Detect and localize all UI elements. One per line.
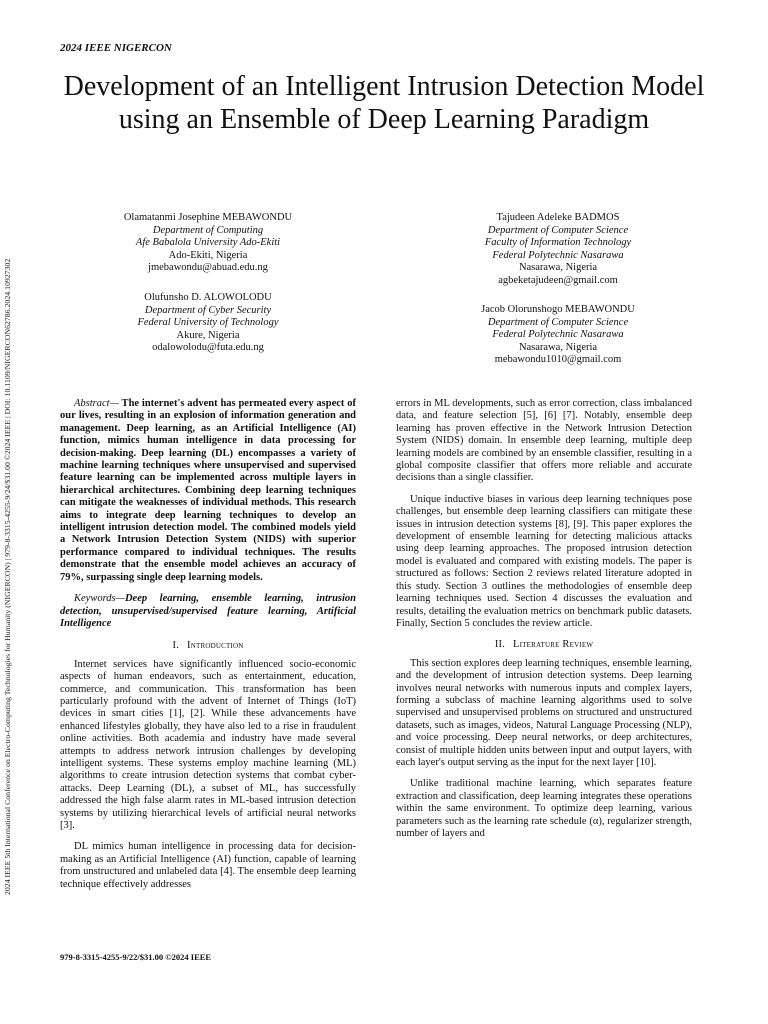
author-dept: Department of Computer Science [487, 224, 629, 236]
author-dept: Department of Computer Science [487, 316, 629, 328]
paper-title: Development of an Intelligent Intrusion Detection Model using an Ensemble of Deep Learning Paradigm [63, 71, 705, 135]
author-name: Tajudeen Adeleke BADMOS [496, 212, 620, 223]
paragraph: DL mimics human intelligence in processing data for decision-making as an Artificial Intelligence (AI) function, capable of learning from unstructured and unlabeled data [4]. The ensemble deep learning technique effectively addresses [60, 841, 356, 890]
abstract-lead: Abstract— [74, 398, 119, 409]
author-loc: Akure, Nigeria [176, 329, 240, 341]
author-dept: Department of Cyber Security [144, 304, 272, 316]
author-dept: Department of Computing [152, 224, 264, 236]
author-email: agbeketajudeen@gmail.com [498, 274, 618, 286]
author-loc: Ado-Ekiti, Nigeria [168, 249, 248, 261]
keywords-lead: Keywords— [74, 593, 125, 605]
paragraph: Unique inductive biases in various deep learning techniques pose challenges, but ensemble deep learning classifiers can mitigate these issues in intrusion detection systems [8], [9]. This paper explores the development of ensemble learning for detecting malicious attacks using deep learning approaches. The proposed intrusion detection model is evaluated and compared with existing models. The paper is structured as follows: Section 2 reviews related literature adopted in this study. Section 3 outlines the methodologies of ensemble deep learning techniques used. Section 4 discusses the evaluation and results, detailing the evaluation metrics on benchmark public datasets. Finally, Section 5 concludes the review article. [396, 493, 692, 629]
author-block-2 [438, 212, 678, 287]
author-inst: Federal University of Technology [137, 317, 279, 328]
author-block-3 [88, 292, 328, 355]
section-heading-literature-review [396, 639, 692, 651]
section-title: Literature Review [513, 639, 594, 651]
author-block-4 [438, 304, 678, 367]
footer-copyright: 979-8-3315-4255-9/22/$31.00 ©2024 IEEE [60, 952, 212, 962]
section-number: II. [494, 639, 506, 651]
abstract [60, 398, 356, 584]
keywords [60, 593, 356, 630]
author-loc: Nasarawa, Nigeria [518, 341, 598, 353]
author-name: Olamatanmi Josephine MEBAWONDU [123, 212, 293, 223]
side-doi-note: 2024 IEEE 5th International Conference on Electro-Computing Technologies for Humanity (NIGERCON) | 979-8-3315-4255-9/24/$31.00 ©2024 IEEE | DOI: 10.1109/NIGERCON62786.2024.10927302 [3, 258, 12, 895]
paragraph: errors in ML developments, such as error correction, class imbalanced data, and feature selection [5], [6] [7]. Notably, ensemble deep learning has proven effective in the Network Intrusion Detection System (NIDS) domain. In ensemble deep learning, multiple deep learning models are combined by an ensemble classifier, resulting in a global composite classifier that offers more reliable and accurate decisions than a single classifier. [396, 398, 692, 484]
paragraph: This section explores deep learning techniques, ensemble learning, and the development of intrusion detection systems. Deep learning involves neural networks with numerous inputs and complex layers, forming a subclass of machine learning algorithms used to solve supervised and unsupervised problems on structured and unstructured datasets, such as images, videos, Natural Language Processing (NLP), and voice processing. Deep neural networks, or deep architectures, consist of multiple hidden units between input and output layers, with each layer's output serving as the input for the next layer [10]. [396, 657, 692, 768]
conference-label: 2024 IEEE NIGERCON [60, 42, 172, 54]
section-title: Introduction [187, 640, 244, 652]
author-email: odalowolodu@futa.edu.ng [152, 342, 264, 353]
author-email: jmebawondu@abuad.edu.ng [148, 262, 268, 273]
abstract-text: The internet's advent has permeated every aspect of our lives, resulting in an explosion of information generation and management. Deep learning, as an Artificial Intelligence (AI) function, mimics human intelligence in data processing for decision-making. Deep learning (DL) encompasses a variety of machine learning techniques where unsupervised and supervised feature learning can be implemented across multiple layers in hierarchical architectures. Combining deep learning techniques can mitigate the weaknesses of individual methods. This research aims to integrate deep learning techniques to develop an intelligent intrusion detection model. The combined models yield a Network Intrusion Detection System (NIDS) with superior performance compared to individual techniques. The results demonstrate that the ensemble model achieves an accuracy of 79%, surpassing single deep learning models. [60, 398, 356, 583]
section-heading-introduction [60, 640, 356, 652]
author-inst: Afe Babalola University Ado-Ekiti [135, 237, 281, 248]
author-block-1 [88, 212, 328, 275]
right-column [396, 398, 692, 849]
left-column [60, 398, 356, 900]
paragraph: Internet services have significantly influenced socio-economic aspects of human endeavors, such as entertainment, education, commerce, and communication. This transformation has been particularly profound with the advent of Internet of Things (IoT) devices in smart cities [1], [2]. While these advancements have enhanced lifestyles globally, they have also led to a rise in fraudulent online activities. Both academia and industry have made several attempts to address network intrusion challenges by developing intelligent systems. These systems employ machine learning (ML) algorithms to create intrusion detection systems that combat cyber-attacks. Deep Learning (DL), a subset of ML, has successfully addressed the high false alarm rates in ML-based intrusion detection systems by utilizing hierarchical levels of artificial neural networks [3]. [60, 658, 356, 831]
author-inst: Federal Polytechnic Nasarawa [492, 329, 624, 340]
paragraph: Unlike traditional machine learning, which separates feature extraction and classification, deep learning integrates these operations within the same environment. To optimize deep learning, various parameters such as the learning rate schedule (α), regularizer strength, number of layers and [396, 778, 692, 839]
author-loc: Nasarawa, Nigeria [518, 262, 598, 273]
author-name: Jacob Olorunshogo MEBAWONDU [481, 304, 635, 315]
author-inst-2: Federal Polytechnic Nasarawa [492, 249, 624, 261]
author-inst: Faculty of Information Technology [484, 237, 632, 248]
author-email: mebawondu1010@gmail.com [494, 354, 622, 365]
keywords-text: Deep learning, ensemble learning, intrusion detection, unsupervised/supervised feature learning, Artificial Intelligence [60, 593, 356, 629]
section-number: I. [172, 640, 180, 652]
author-name: Olufunsho D. ALOWOLODU [144, 292, 272, 303]
